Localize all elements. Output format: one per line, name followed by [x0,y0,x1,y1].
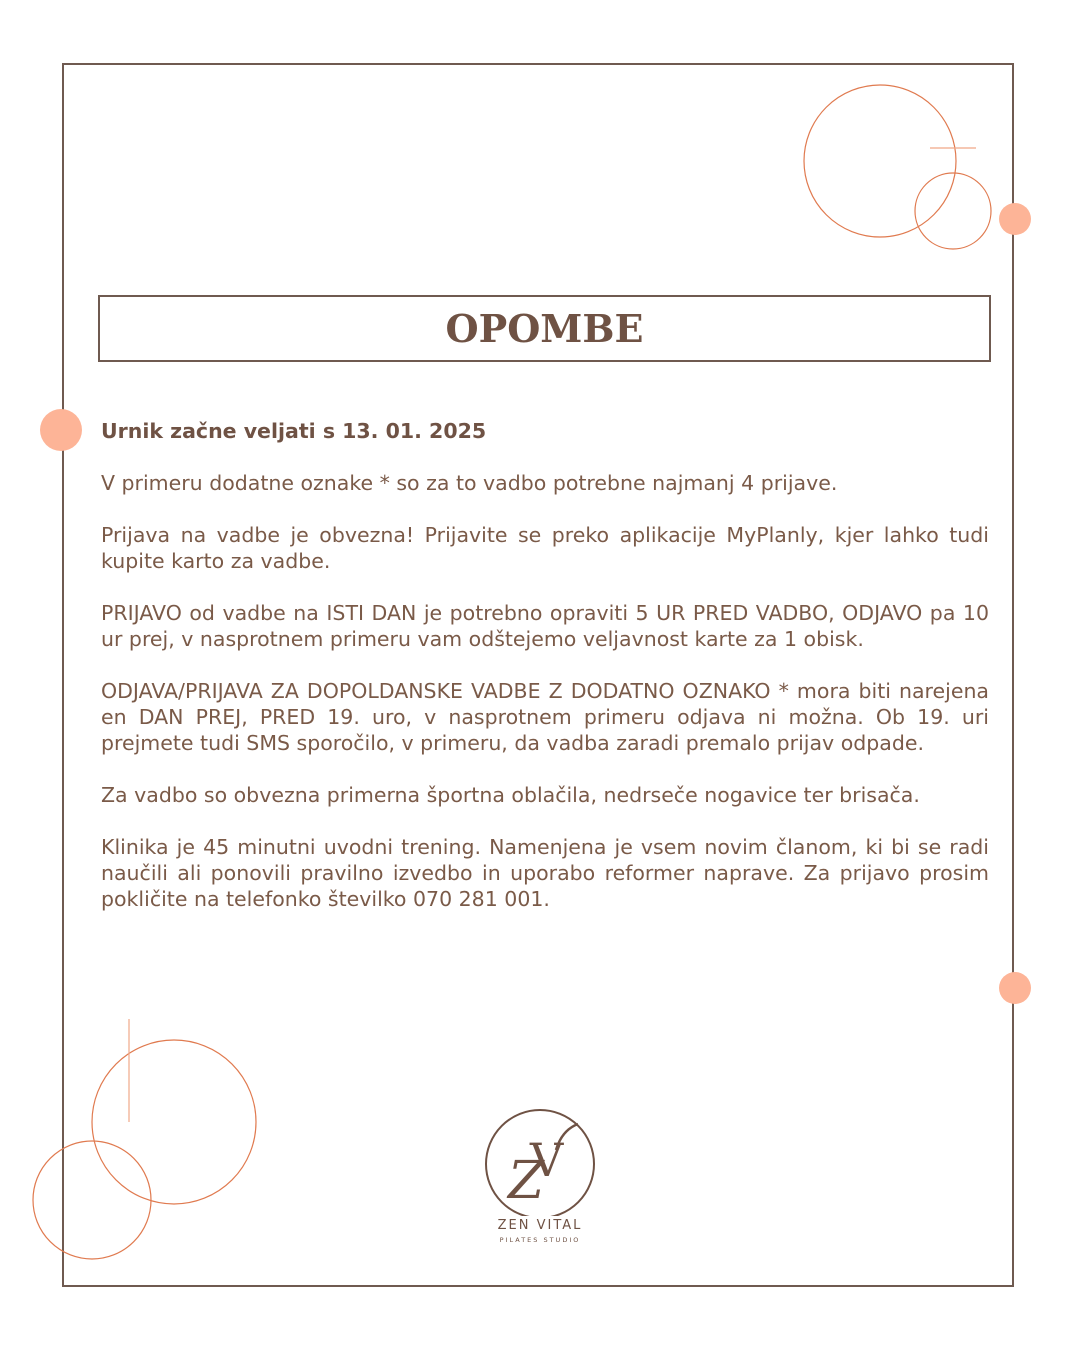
note-clothing: Za vadbo so obvezna primerna športna oblačila, nedrseče nogavice ter brisača. [101,783,920,807]
note-morning-cancellation: ODJAVA/PRIJAVA ZA DOPOLDANSKE VADBE Z DODATNO OZNAKO * mora biti narejena en DAN PREJ, PRED 19. uro, v nasprotnem primeru odjava ni možna. Ob 19. uri prejmete tudi SMS sporočilo, v primeru, da vadba zaradi premalo prijav odpade. [101,679,989,755]
note-schedule-start: Urnik začne veljati s 13. 01. 2025 [101,419,487,443]
note-clinic: Klinika je 45 minutni uvodni trening. Namenjena je vsem novim članom, ki bi se radi naučili ali ponovili pravilno izvedbo in uporabo reformer naprave. Za prijavo prosim pokličite na telefonko številko 070 281 001. [101,835,989,911]
page-title: OPOMBE [445,306,644,351]
note-same-day-registration: PRIJAVO od vadbe na ISTI DAN je potrebno opraviti 5 UR PRED VADBO, ODJAVO pa 10 ur prej, v nasprotnem primeru vam odštejemo veljavnost karte za 1 obisk. [101,601,989,651]
logo-subtitle: PILATES STUDIO [499,1236,581,1244]
logo-monogram [470,1106,610,1216]
logo-brand-name: ZEN VITAL [497,1218,583,1233]
note-registration-required: Prijava na vadbe je obvezna! Prijavite se preko aplikacije MyPlanly, kjer lahko tudi kupite karto za vadbe. [101,523,989,573]
logo-letter-z: Z [508,1151,545,1211]
logo-letter-v: V [530,1133,564,1187]
zen-vital-logo [470,1106,610,1251]
note-minimum-signups: V primeru dodatne oznake * so za to vadbo potrebne najmanj 4 prijave. [101,471,838,495]
title-box [98,295,991,362]
notes-content [101,418,989,938]
